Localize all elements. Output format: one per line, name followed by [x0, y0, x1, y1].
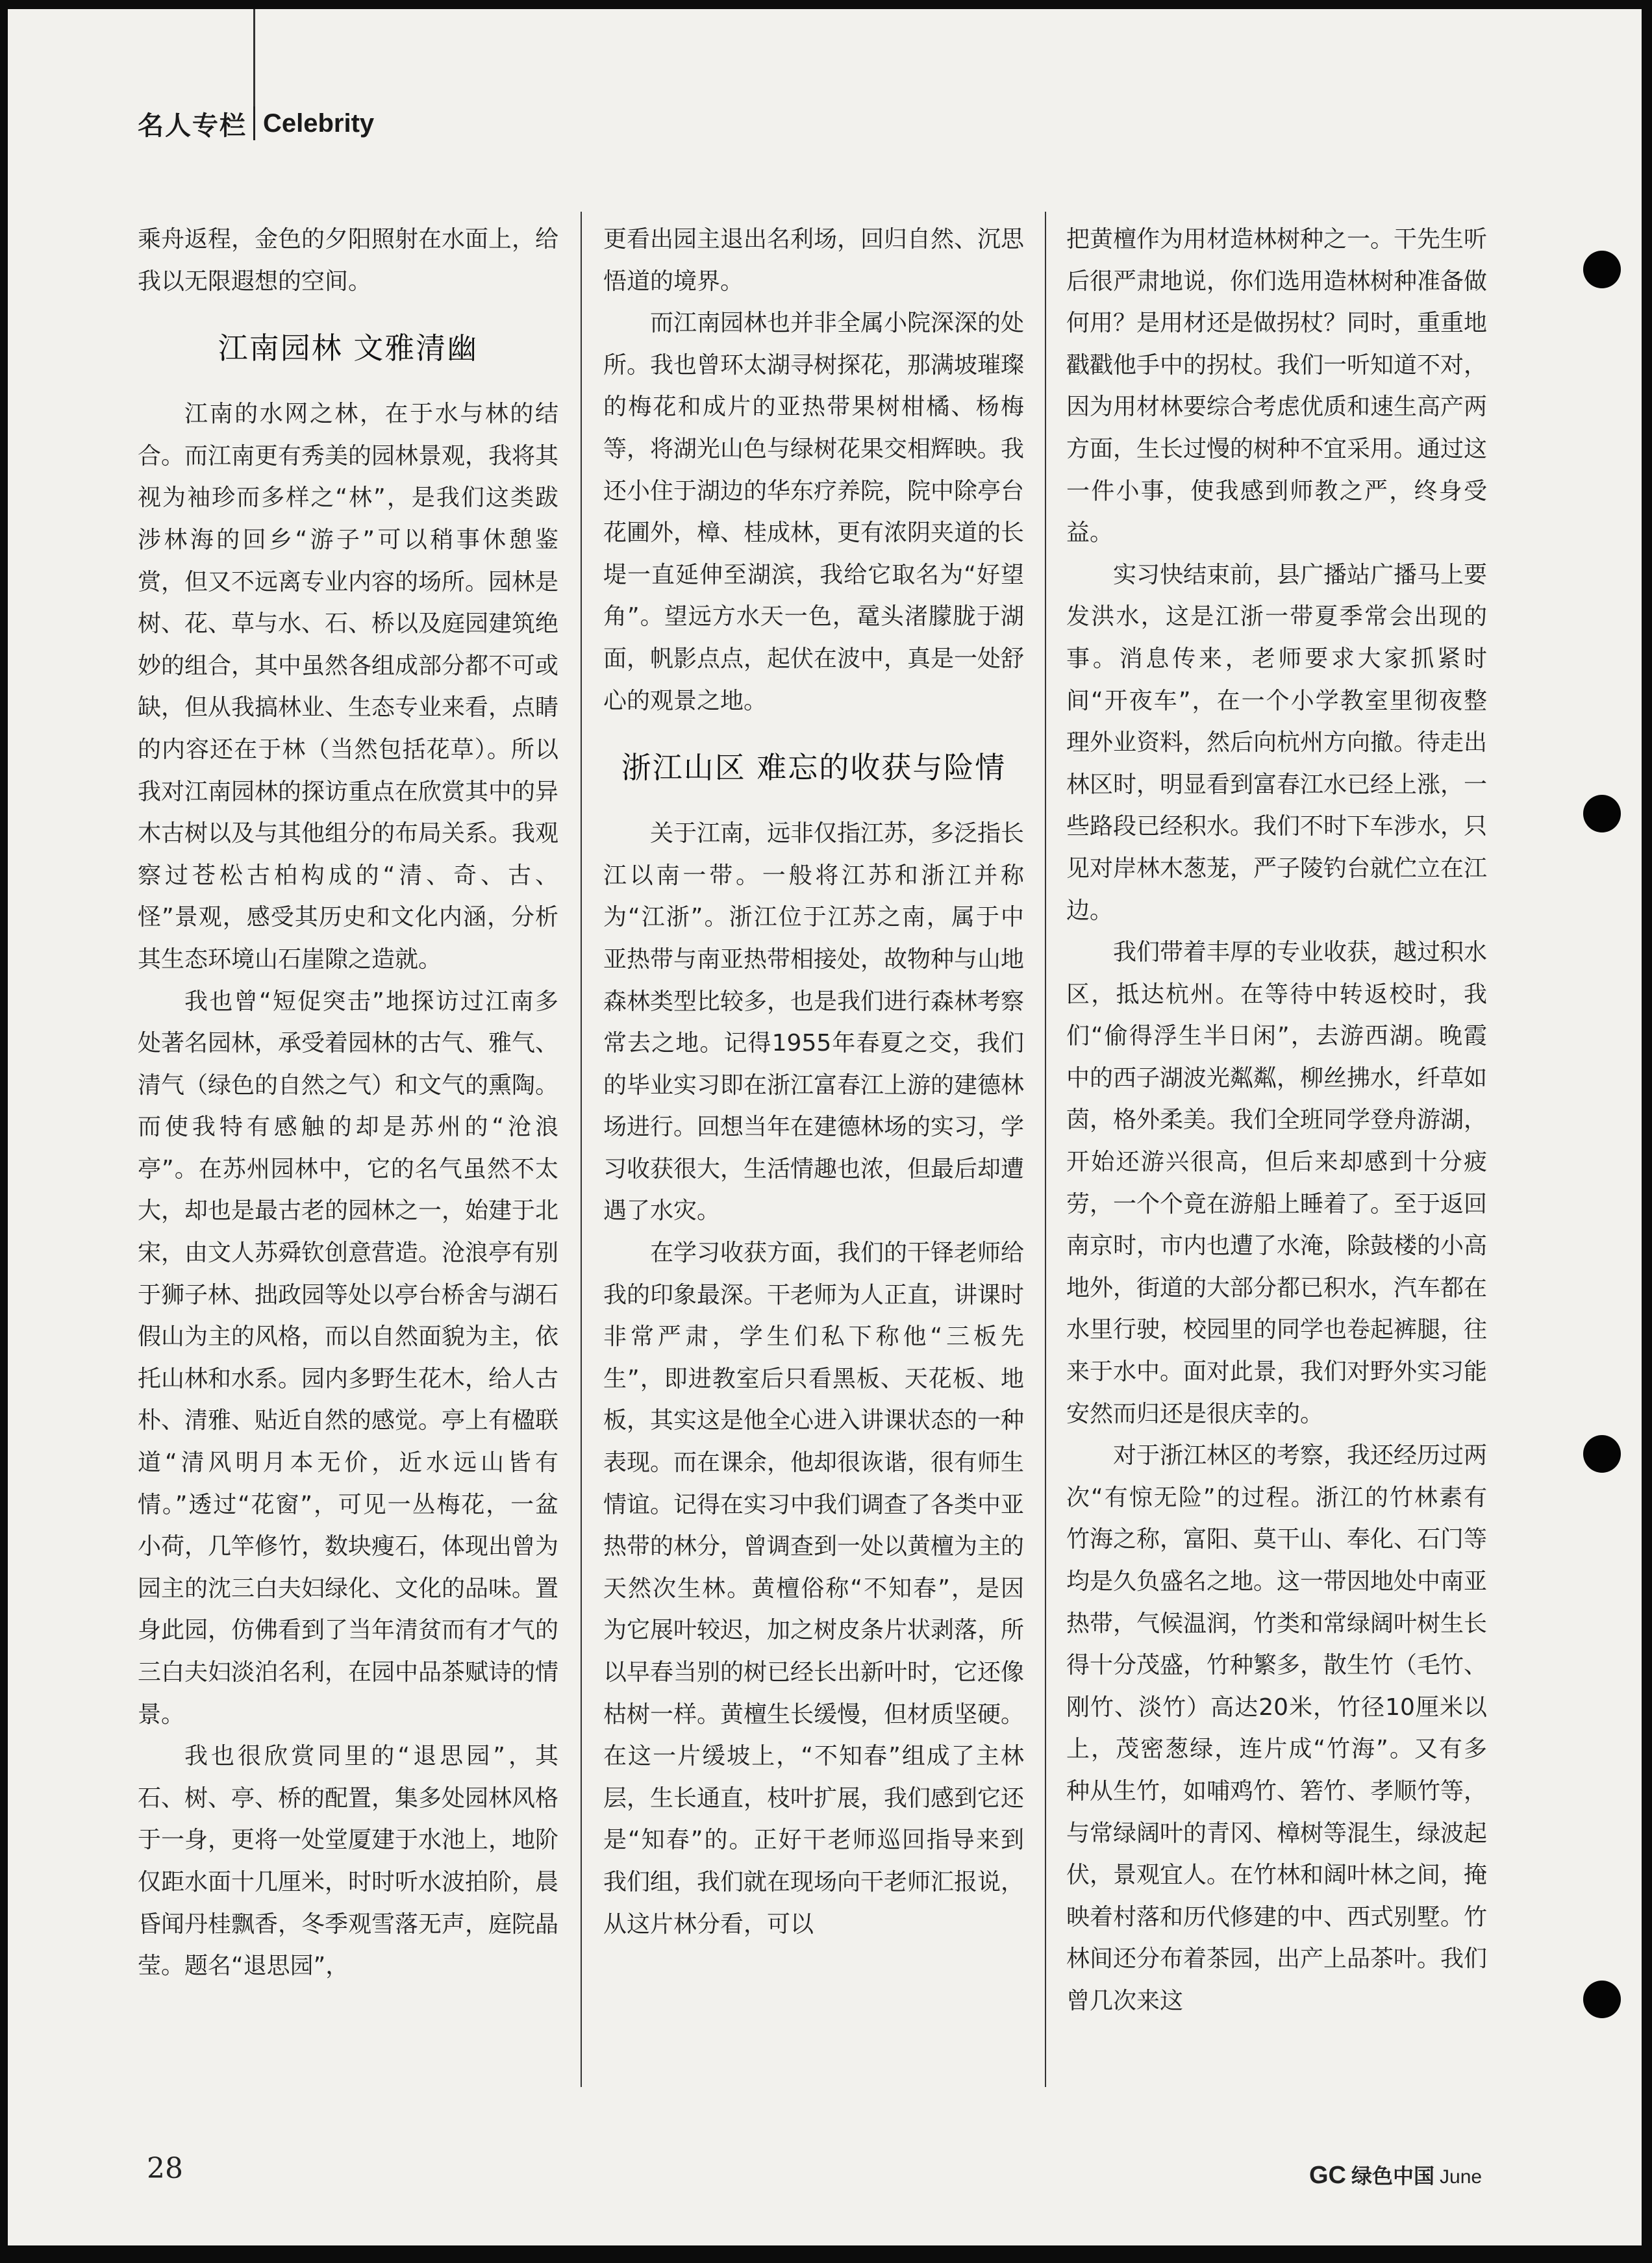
paragraph: 关于江南，远非仅指江苏，多泛指长江以南一带。一般将江苏和浙江并称为“江浙”。浙江位于江苏之南，属于中亚热带与南亚热带相接处，故物种与山地森林类型比较多，也是我们进行森林考察常去之地。记得1955年春夏之交，我们的毕业实习即在浙江富春江上游的建德林场进行。回想当年在建德林场的实习，学习收获很大，生活情趣也浓，但最后却遭遇了水灾。 — [603, 820, 1025, 1225]
magazine-logo: GC — [1309, 2162, 1346, 2189]
paragraph: 江南的水网之林，在于水与林的结合。而江南更有秀美的园林景观，我将其视为袖珍而多样之“林”，是我们这类跋涉林海的回乡“游子”可以稍事休憩鉴赏，但又不远离专业内容的场所。园林是树、花、草与水、石、桥以及庭园建筑绝妙的组合，其中虽然各组成部分都不可或缺，但从我搞林业、生态专业来看，点睛的内容还在于林（当然包括花草）。所以我对江南园林的探访重点在欣赏其中的异木古树以及与其他组分的布局关系。我观察过苍松古柏构成的“清、奇、古、怪”景观，感受其历史和文化内涵，分析其生态环境山石崖隙之造就。 — [138, 401, 559, 973]
paragraph: 把黄檀作为用材造林树种之一。干先生听后很严肃地说，你们选用造林树种准备做何用？是用材还是做拐杖？同时，重重地戳戳他手中的拐杖。我们一听知道不对，因为用材林要综合考虑优质和速生高产两方面，生长过慢的树种不宜采用。通过这一件小事，使我感到师教之严，终身受益。 — [1066, 226, 1488, 547]
paragraph: 乘舟返程，金色的夕阳照射在水面上，给我以无限遐想的空间。 — [138, 226, 559, 295]
page-number: 28 — [147, 2152, 183, 2185]
article-column-2 — [603, 219, 1024, 1945]
section-title-separator — [253, 106, 255, 140]
column-rule-1 — [581, 212, 582, 2087]
section-title-en: Celebrity — [263, 108, 375, 138]
section-heading: 江南园林 文雅清幽 — [218, 331, 479, 366]
column-rule-2 — [1045, 212, 1046, 2087]
section-title-zh: 名人专栏 — [138, 110, 247, 141]
paragraph: 实习快结束前，县广播站广播马上要发洪水，这是江浙一带夏季常会出现的事。消息传来，老师要求大家抓紧时间“开夜车”，在一个小学教室里彻夜整理外业资料，然后向杭州方向撤。待走出林区时，明显看到富春江水已经上涨，一些路段已经积水。我们不时下车涉水，只见对岸林木葱茏，严子陵钓台就伫立在江边。 — [1066, 561, 1488, 924]
paragraph: 我也曾“短促突击”地探访过江南多处著名园林，承受着园林的古气、雅气、清气（绿色的自然之气）和文气的熏陶。而使我特有感触的却是苏州的“沧浪亭”。在苏州园林中，它的名气虽然不太大，却也是最古老的园林之一，始建于北宋，由文人苏舜钦创意营造。沧浪亭有别于狮子林、拙政园等处以亭台桥舍与湖石假山为主的风格，而以自然面貌为主，依托山林和水系。园内多野生花木，给人古朴、清雅、贴近自然的感觉。亭上有楹联道“清风明月本无价，近水远山皆有情。”透过“花窗”，可见一丛梅花，一盆小荷，几竿修竹，数块瘦石，体现出曾为园主的沈三白夫妇绿化、文化的品味。置身此园，仿佛看到了当年清贫而有才气的三白夫妇淡泊名利，在园中品茶赋诗的情景。 — [138, 988, 559, 1728]
section-heading: 浙江山区 难忘的收获与险情 — [621, 750, 1007, 786]
article-column-3 — [1066, 219, 1487, 2023]
issue-month: June — [1440, 2166, 1483, 2188]
paragraph: 而江南园林也并非全属小院深深的处所。我也曾环太湖寻树探花，那满坡璀璨的梅花和成片的亚热带果树柑橘、杨梅等，将湖光山色与绿树花果交相辉映。我还小住于湖边的华东疗养院，院中除亭台花圃外，樟、桂成林，更有浓阴夹道的长堤一直延伸至湖滨，我给它取名为“好望角”。望远方水天一色，鼋头渚朦胧于湖面，帆影点点，起伏在波中，真是一处舒心的观景之地。 — [603, 310, 1025, 714]
binder-hole — [1583, 1435, 1621, 1473]
paragraph: 在学习收获方面，我们的干铎老师给我的印象最深。干老师为人正直，讲课时非常严肃，学生们私下称他“三板先生”，即进教室后只看黑板、天花板、地板，其实这是他全心进入讲课状态的一种表现。而在课余，他却很诙谐，很有师生情谊。记得在实习中我们调查了各类中亚热带的林分，曾调查到一处以黄檀为主的天然次生林。黄檀俗称“不知春”，是因为它展叶较迟，加之树皮条片状剥落，所以早春当别的树已经长出新叶时，它还像枯树一样。黄檀生长缓慢，但材质坚硬。在这一片缓坡上，“不知春”组成了主林层，生长通直，枝叶扩展，我们感到它还是“知春”的。正好干老师巡回指导来到我们组，我们就在现场向干老师汇报说，从这片林分看，可以 — [603, 1240, 1025, 1938]
article-column-1 — [138, 219, 558, 1988]
section-header — [138, 104, 374, 143]
binder-hole — [1583, 1981, 1621, 2018]
magazine-name: 绿色中国 — [1351, 2164, 1435, 2188]
paragraph: 更看出园主退出名利场，回归自然、沉思悟道的境界。 — [603, 226, 1025, 295]
magazine-page — [8, 9, 1642, 2245]
paragraph: 我也很欣赏同里的“退思园”，其石、树、亭、桥的配置，集多处园林风格于一身，更将一处堂厦建于水池上，地阶仅距水面十几厘米，时时听水波拍阶，晨昏闻丹桂飘香，冬季观雪落无声，庭院晶莹。题名“退思园”， — [138, 1743, 559, 1980]
binder-hole — [1583, 795, 1621, 832]
paragraph: 对于浙江林区的考察，我还经历过两次“有惊无险”的过程。浙江的竹林素有竹海之称，富阳、莫干山、奉化、石门等均是久负盛名之地。这一带因地处中南亚热带，气候温润，竹类和常绿阔叶树生长得十分茂盛，竹种繁多，散生竹（毛竹、刚竹、淡竹）高达20米，竹径10厘米以上，茂密葱绿，连片成“竹海”。又有多种从生竹，如哺鸡竹、箬竹、孝顺竹等，与常绿阔叶的青冈、樟树等混生，绿波起伏，景观宜人。在竹林和阔叶林之间，掩映着村落和历代修建的中、西式别墅。竹林间还分布着茶园，出产上品茶叶。我们曾几次来这 — [1066, 1442, 1488, 2014]
paragraph: 我们带着丰厚的专业收获，越过积水区，抵达杭州。在等待中转返校时，我们“偷得浮生半日闲”，去游西湖。晚霞中的西子湖波光粼粼，柳丝拂水，纤草如茵，格外柔美。我们全班同学登舟游湖，开始还游兴很高，但后来却感到十分疲劳，一个个竟在游船上睡着了。至于返回南京时，市内也遭了水淹，除鼓楼的小高地外，街道的大部分都已积水，汽车都在水里行驶，校园里的同学也卷起裤腿，往来于水中。面对此景，我们对野外实习能安然而归还是很庆幸的。 — [1066, 939, 1488, 1427]
magazine-footer — [1309, 2160, 1482, 2190]
binder-hole — [1583, 251, 1621, 288]
